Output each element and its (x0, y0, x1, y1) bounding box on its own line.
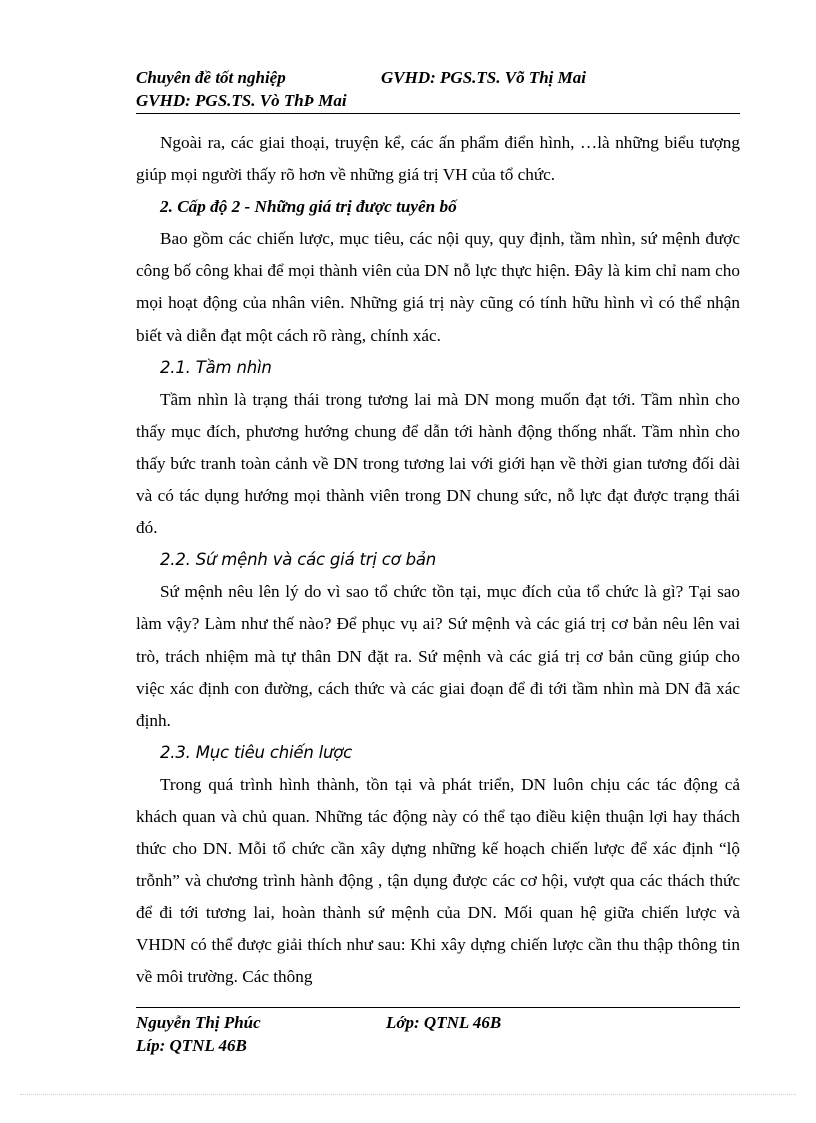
header-thesis-title: Chuyên đề tốt nghiệp (136, 68, 286, 87)
footer-class-garbled: Líp: QTNL 46B (136, 1036, 247, 1055)
paragraph-strategy: Trong quá trình hình thành, tồn tại và phát triển, DN luôn chịu các tác động cả khách quan và chủ quan. Những tác động này có thể tạo điều kiện thuận lợi hay thách thức cho DN. Mỗi tổ chức cần xây dựng những kế hoạch chiến lược để xác định “lộ trỗnh” và chương trình hành động , tận dụng được các cơ hội, vượt qua các thách thức để đi tới tương lai, hoàn thành sứ mệnh của DN. Mối quan hệ giữa chiến lược và VHDN có thể được giải thích như sau: Khi xây dựng chiến lược cần thu thập thông tin về môi trường. Các thông (136, 774, 740, 987)
footer-line-2 (136, 1036, 247, 1056)
header-supervisor: GVHD: PGS.TS. Võ Thị Mai (381, 68, 586, 87)
document-body (136, 127, 740, 994)
footer-author: Nguyễn Thị Phúc (136, 1013, 261, 1032)
header-line-2 (136, 91, 347, 111)
footer-line-1 (136, 1013, 502, 1033)
paragraph-mission: Sứ mệnh nêu lên lý do vì sao tổ chức tồn tại, mục đích của tổ chức là gì? Tại sao làm vậy? Làm như thế nào? Để phục vụ ai? Sứ mệnh và các giá trị cơ bản nêu lên vai trò, trách nhiệm mà tự thân DN đặt ra. Sứ mệnh và các giá trị cơ bản cũng giúp cho việc xác định con đường, cách thức và các giai đoạn để đi tới tầm nhìn mà DN đã xác định. (136, 582, 740, 730)
header-rule (136, 113, 740, 114)
section-heading-level-2: 2. Cấp độ 2 - Những giá trị được tuyên bố (160, 197, 457, 217)
header-supervisor-garbled: GVHD: PGS.TS. Vò ThÞ Mai (136, 91, 347, 110)
subsection-heading-strategy: 2.3. Mục tiêu chiến lược (160, 742, 353, 762)
footer-class: Lớp: QTNL 46B (386, 1013, 502, 1032)
footer-rule (136, 1007, 740, 1008)
paragraph-vision: Tầm nhìn là trạng thái trong tương lai mà DN mong muốn đạt tới. Tầm nhìn cho thấy mục đích, phương hướng chung để dẫn tới hành động thống nhất. Tầm nhìn cho thấy bức tranh toàn cảnh về DN trong tương lai với giới hạn về thời gian tương đối dài và có tác dụng hướng mọi thành viên trong DN chung sức, nỗ lực đạt được trạng thái đó. (136, 389, 740, 538)
paragraph-symbols: Ngoài ra, các giai thoại, truyện kể, các ấn phẩm điển hình, …là những biểu tượng giúp mọi người thấy rõ hơn về những giá trị VH của tổ chức. (136, 133, 740, 185)
paragraph-declared-values: Bao gồm các chiến lược, mục tiêu, các nội quy, quy định, tầm nhìn, sứ mệnh được công bố công khai để mọi thành viên của DN nỗ lực thực hiện. Đây là kim chỉ nam cho mọi hoạt động của nhân viên. Những giá trị này cũng có tính hữu hình vì có thể nhận biết và diễn đạt một cách rõ ràng, chính xác. (136, 229, 740, 345)
subsection-heading-vision: 2.1. Tầm nhìn (160, 357, 272, 377)
page-bottom-divider (20, 1094, 796, 1095)
subsection-heading-mission: 2.2. Sứ mệnh và các giá trị cơ bản (160, 550, 437, 570)
header-line-1 (136, 68, 586, 88)
